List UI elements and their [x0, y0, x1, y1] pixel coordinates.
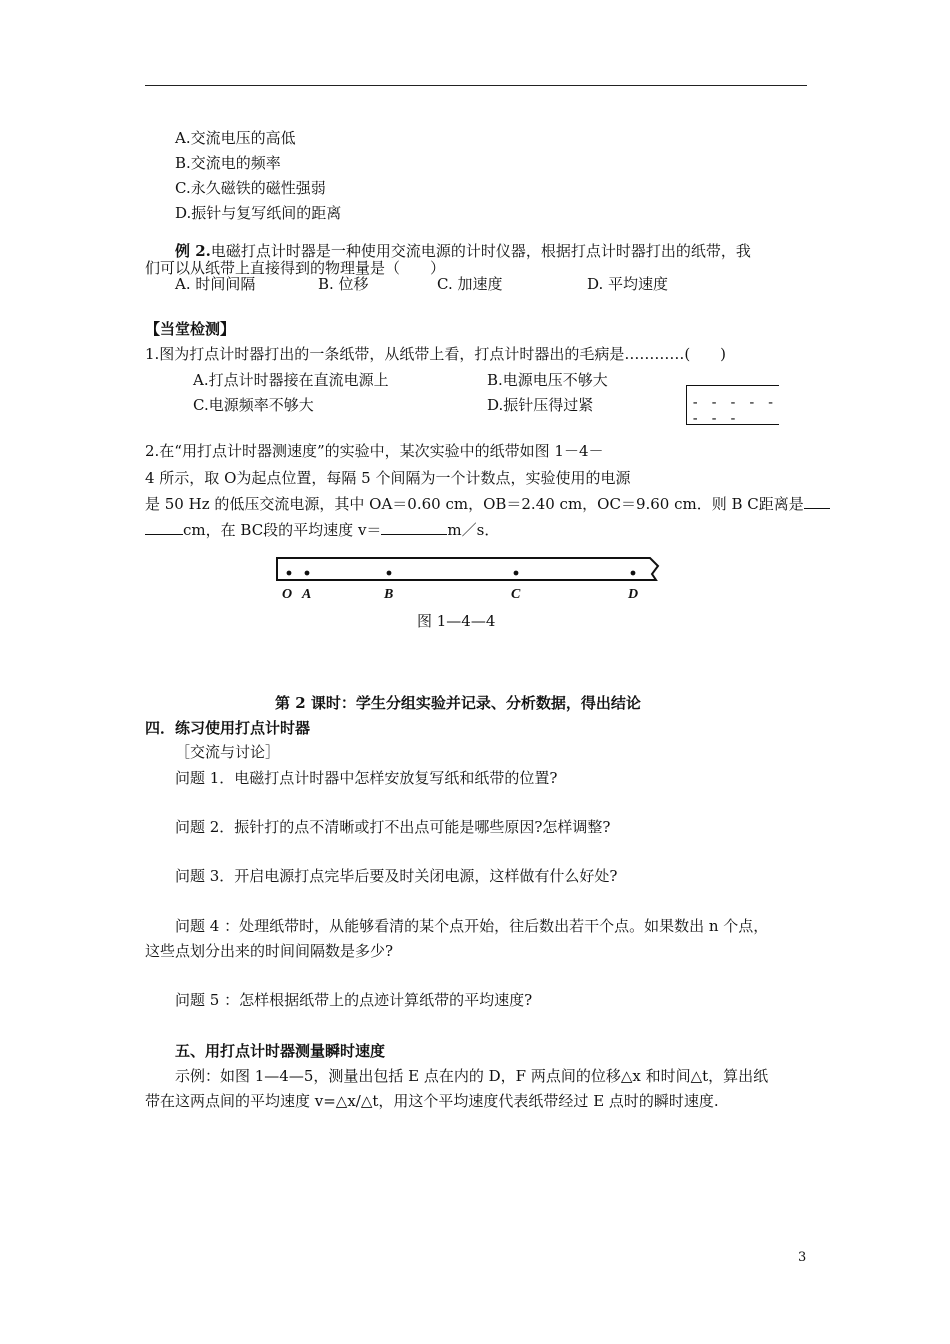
- section5-heading: 五、用打点计时器测量瞬时速度: [175, 1042, 386, 1060]
- tape-dashes: - - - - - - - -: [691, 395, 776, 427]
- option-d: D.振针与复写纸间的距离: [175, 204, 342, 222]
- example2-line2: 们可以从纸带上直接得到的物理量是（ ）: [145, 259, 446, 277]
- check-q1-text: 1.图为打点计时器打出的一条纸带，从纸带上看，打点计时器出的毛病是…………( ): [145, 345, 727, 363]
- question-4-line2: 这些点划分出来的时间间隔数是多少?: [145, 942, 394, 960]
- tape-dot-c: [514, 571, 519, 576]
- check-q2-line4-text: cm，在 BC段的平均速度 v＝: [183, 521, 382, 539]
- example2-opt-a: A. 时间间隔: [175, 275, 256, 293]
- paper-tape-figure: [686, 385, 779, 425]
- check-q2-line1: 2.在“用打点计时器测速度”的实验中，某次实验中的纸带如图 1－4－: [145, 442, 604, 460]
- point-label-b: B: [384, 587, 394, 602]
- option-c: C.永久磁铁的磁性强弱: [175, 179, 326, 197]
- example2-text: 电磁打点计时器是一种使用交流电源的计时仪器，根据打点计时器打出的纸带，我: [210, 242, 751, 260]
- point-label-c: C: [511, 587, 521, 602]
- header-rule: [145, 85, 807, 86]
- example2-opt-b: B. 位移: [318, 275, 369, 293]
- option-a: A.交流电压的高低: [175, 129, 296, 147]
- tape-diagram-1-4-4: [270, 552, 670, 608]
- tape-dot-d: [631, 571, 636, 576]
- section4-heading: 四．练习使用打点计时器: [145, 719, 311, 737]
- discussion-heading: ［交流与讨论］: [175, 743, 281, 761]
- example2-label: 例 2.: [175, 242, 211, 260]
- check-q2-line3-text: 是 50 Hz 的低压交流电源，其中 OA＝0.60 cm，OB＝2.40 cm，OC＝9.60 cm．则 B C距离是: [145, 495, 804, 513]
- check-q2-line3: [145, 494, 830, 514]
- check-q1-a: A.打点计时器接在直流电源上: [193, 371, 389, 389]
- point-label-d: D: [628, 587, 639, 602]
- check-q2-unit: m／s．: [447, 521, 500, 539]
- answer-blank-v: [381, 520, 447, 535]
- check-q1-c: C.电源频率不够大: [193, 396, 314, 414]
- answer-blank-bc-1: [804, 494, 830, 509]
- tape-dot-b: [387, 571, 392, 576]
- figure-caption: 图 1—4—4: [417, 612, 496, 630]
- lesson2-title: 第 2 课时：学生分组实验并记录、分析数据，得出结论: [275, 694, 641, 712]
- example2-opt-d: D. 平均速度: [587, 275, 669, 293]
- example-line1: 示例：如图 1—4—5，测量出包括 E 点在内的 D，F 两点间的位移△x 和时间△t，算出纸: [175, 1067, 769, 1085]
- check-q1-b: B.电源电压不够大: [487, 371, 608, 389]
- point-label-a: A: [302, 587, 312, 602]
- question-1: 问题 1．电磁打点计时器中怎样安放复写纸和纸带的位置?: [175, 769, 558, 787]
- tape-dot-a: [305, 571, 310, 576]
- page-number: 3: [798, 1250, 807, 1265]
- example2-opt-c: C. 加速度: [437, 275, 503, 293]
- example-line2: 带在这两点间的平均速度 v=△x/△t，用这个平均速度代表纸带经过 E 点时的瞬时速度.: [145, 1092, 719, 1110]
- question-4-line1: 问题 4 ：处理纸带时，从能够看清的某个点开始，往后数出若干个点。如果数出 n 个点，: [175, 917, 769, 935]
- point-label-o: O: [282, 587, 293, 602]
- tape-dot-o: [287, 571, 292, 576]
- question-3: 问题 3．开启电源打点完毕后要及时关闭电源，这样做有什么好处?: [175, 867, 618, 885]
- question-2: 问题 2．振针打的点不清晰或打不出点可能是哪些原因?怎样调整?: [175, 818, 611, 836]
- check-q1-d: D.振针压得过紧: [487, 396, 594, 414]
- check-q2-line4: [145, 520, 499, 540]
- question-5: 问题 5 ：怎样根据纸带上的点迹计算纸带的平均速度?: [175, 991, 533, 1009]
- section-check-heading: 【当堂检测】: [145, 320, 236, 338]
- option-b: B.交流电的频率: [175, 154, 281, 172]
- answer-blank-bc-2: [145, 520, 183, 535]
- check-q2-line2: 4 所示，取 O为起点位置，每隔 5 个间隔为一个计数点，实验使用的电源: [145, 469, 631, 487]
- tape-outline: [277, 558, 658, 580]
